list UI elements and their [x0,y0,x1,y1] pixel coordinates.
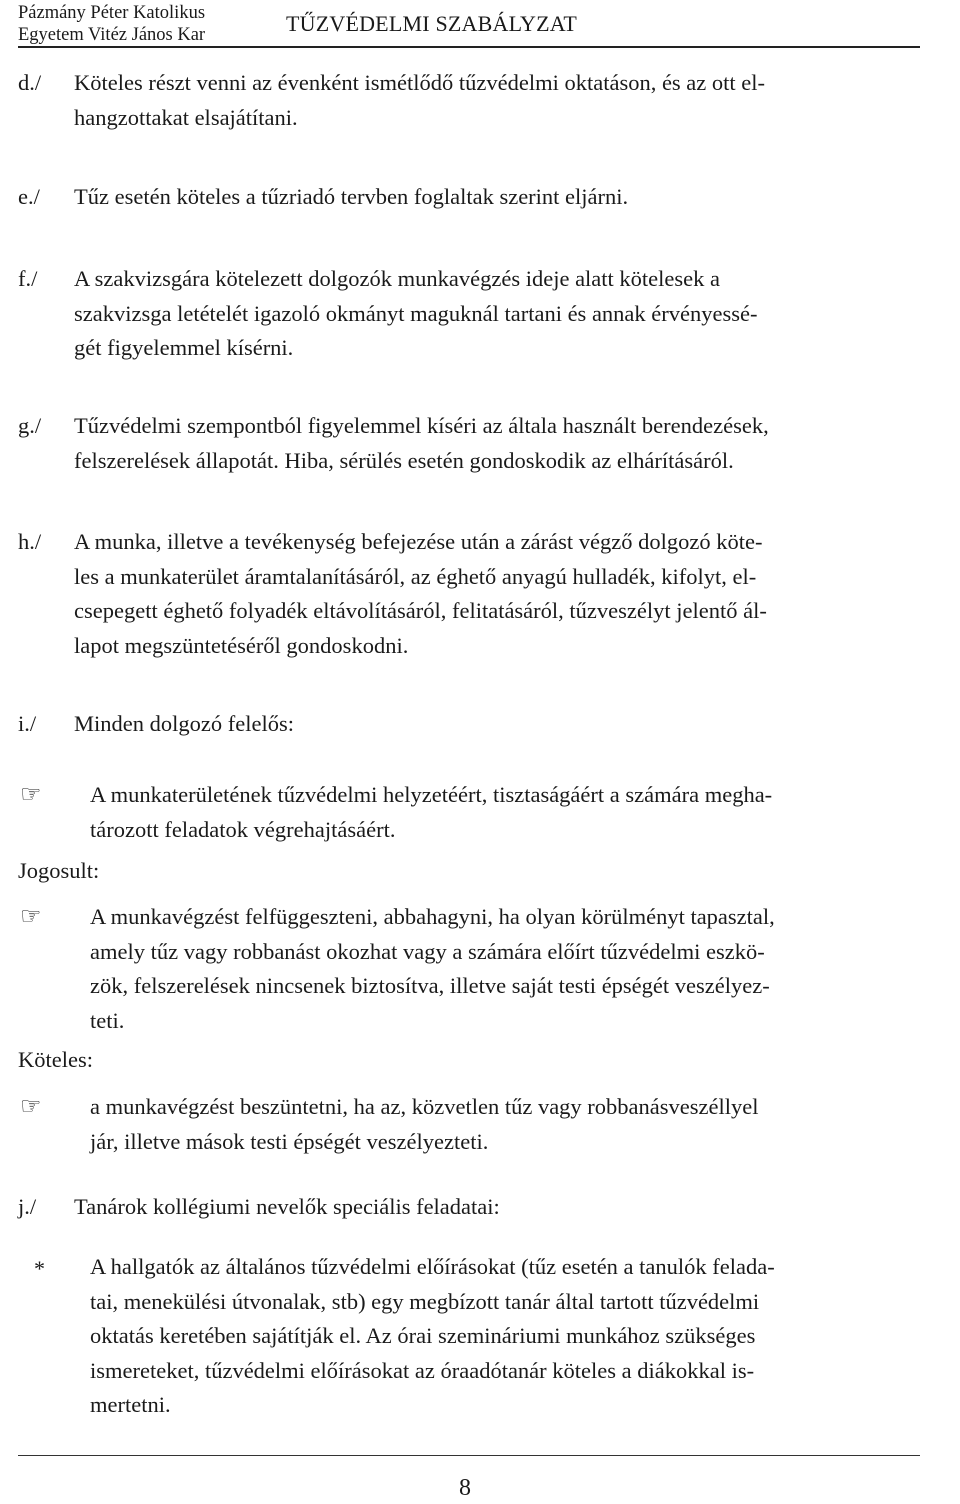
text-line: A munkaterületének tűzvédelmi helyzetéért, tisztaságáért a számára megha- [90,782,773,807]
text-line: zök, felszerelések nincsenek biztosítva, illetve saját testi épségét veszélyez- [90,973,770,998]
text-line: amely tűz vagy robbanást okozhat vagy a számára előírt tűzvédelmi eszkö- [90,938,765,964]
header-divider [18,46,920,48]
page-number: 8 [459,1475,471,1501]
text-line: jár, illetve mások testi épségét veszélyezteti. [90,1128,489,1154]
institution-line-1: Pázmány Péter Katolikus [18,3,206,23]
text-line: lapot megszüntetéséről gondoskodni. [74,632,409,658]
item-label: i./ [18,711,37,736]
text-line: Tűz esetén köteles a tűzriadó tervben foglaltak szerint eljárni. [74,184,629,209]
asterisk-icon: * [34,1256,45,1281]
item-label: f./ [18,266,38,291]
text-line: gét figyelemmel kísérni. [74,335,294,360]
pointing-hand-icon: ☞ [20,904,42,930]
item-label: h./ [18,529,42,554]
text-line: A szakvizsgára kötelezett dolgozók munkavégzés ideje alatt kötelesek a [74,266,720,291]
item-label: e./ [18,184,40,209]
text-line: A munka, illetve a tevékenység befejezése után a zárást végző dolgozó köte- [74,529,763,554]
text-line: Tanárok kollégiumi nevelők speciális feladatai: [74,1194,500,1219]
text-line: tai, menekülési útvonalak, stb) egy megbízott tanár által tartott tűzvédelmi [90,1288,760,1314]
pointing-hand-icon: ☞ [20,782,42,808]
institution-name [18,2,205,46]
text-line: teti. [90,1007,125,1033]
section-label-jogosult: Jogosult: [18,858,100,883]
text-line: a munkavégzést beszüntetni, ha az, közvetlen tűz vagy robbanásveszéllyel [90,1094,759,1119]
text-line: tározott feladatok végrehajtásáért. [90,816,396,842]
text-line: ismereteket, tűzvédelmi előírásokat az óraadótanár köteles a diákokkal is- [90,1357,755,1383]
pointing-hand-icon: ☞ [20,1094,42,1120]
item-label: j./ [18,1194,37,1219]
text-line: les a munkaterület áramtalanításáról, az éghető anyagú hulladék, kifolyt, el- [74,563,757,589]
text-line: oktatás keretében sajátítják el. Az órai szemináriumi munkához szükséges [90,1323,756,1348]
text-line: szakvizsga letételét igazoló okmányt maguknál tartani és annak érvényessé- [74,300,758,326]
text-line: mertetni. [90,1392,171,1417]
text-line: A hallgatók az általános tűzvédelmi előírásokat (tűz esetén a tanulók felada- [90,1254,775,1279]
item-label: g./ [18,413,42,438]
text-line: csepegett éghető folyadék eltávolításáról, felitatásáról, tűzveszélyt jelentő ál- [74,598,767,623]
text-line: hangzottakat elsajátítani. [74,104,298,130]
footer-divider [18,1455,920,1456]
text-line: felszerelések állapotát. Hiba, sérülés esetén gondoskodik az elhárításáról. [74,447,734,473]
page-header [18,2,920,46]
item-label: d./ [18,70,42,95]
section-label-koteles: Köteles: [18,1047,93,1072]
text-line: Minden dolgozó felelős: [74,711,294,736]
institution-line-2: Egyetem Vitéz János Kar [18,25,206,45]
text-line: A munkavégzést felfüggeszteni, abbahagyni, ha olyan körülményt tapasztal, [90,904,775,929]
text-line: Köteles részt venni az évenként ismétlődő tűzvédelmi oktatáson, és az ott el- [74,70,766,95]
document-title: TŰZVÉDELMI SZABÁLYZAT [286,11,578,36]
text-line: Tűzvédelmi szempontból figyelemmel kíséri az általa használt berendezések, [74,413,769,438]
